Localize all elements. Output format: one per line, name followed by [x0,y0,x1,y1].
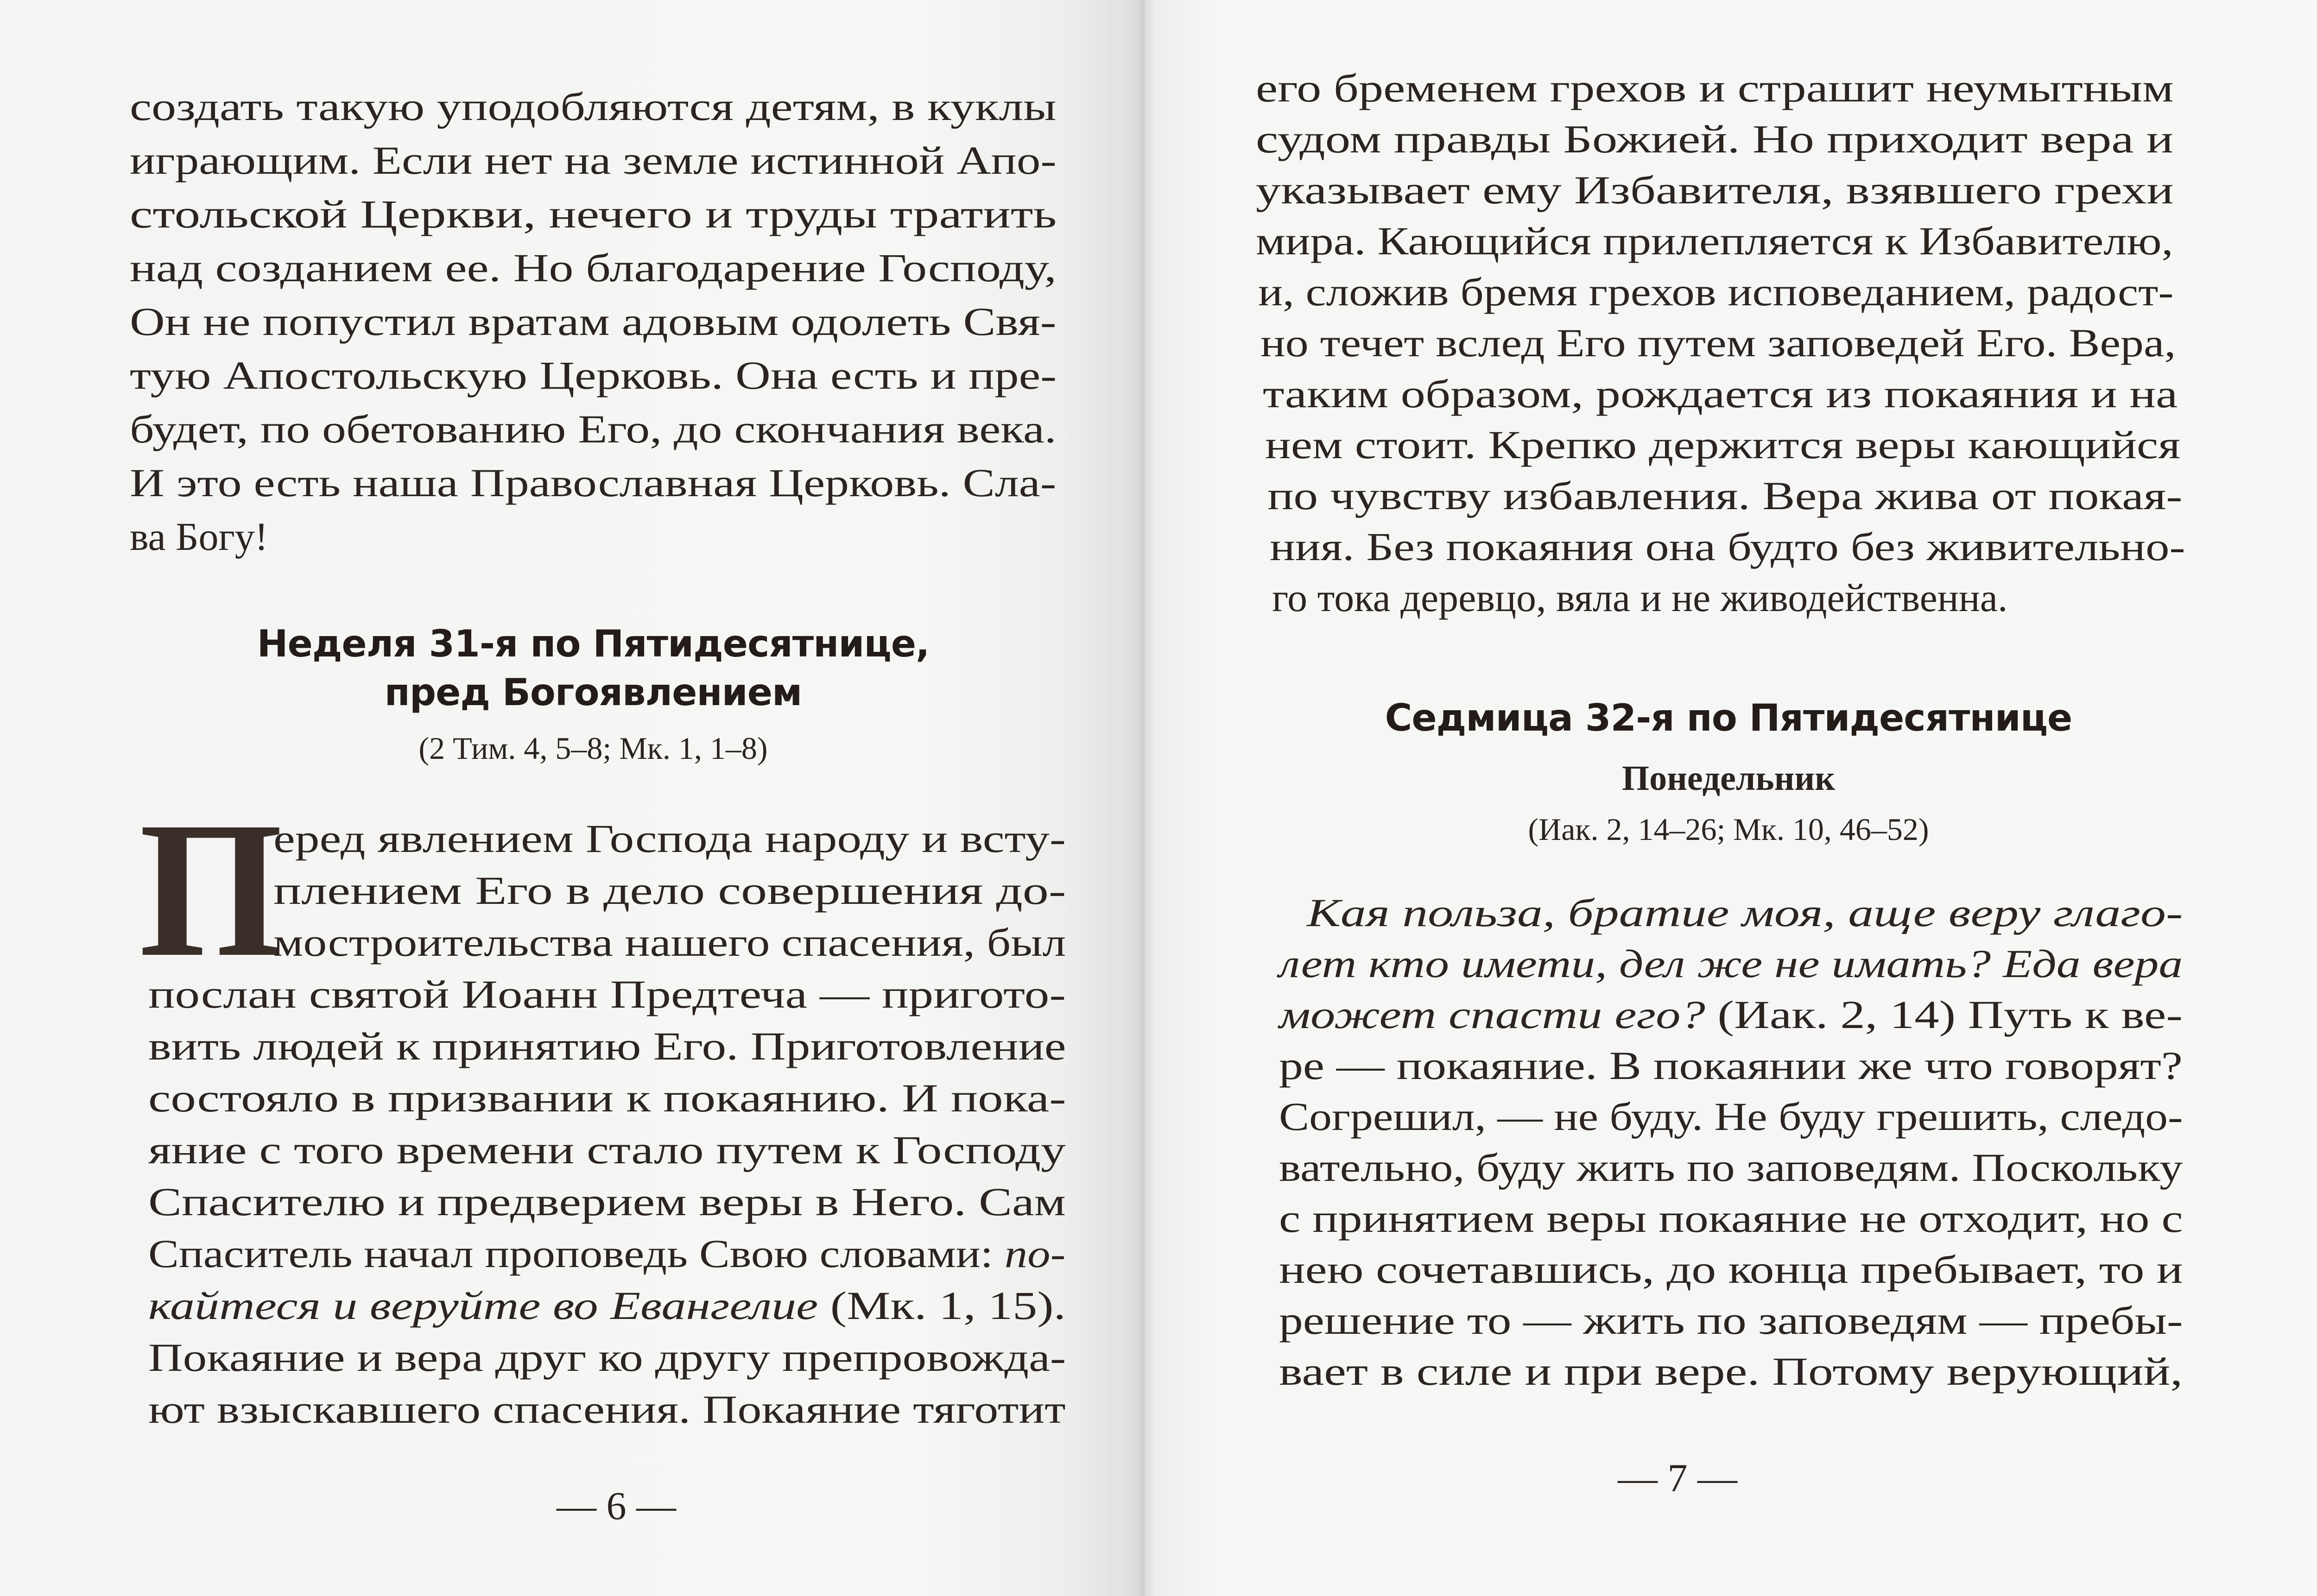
text-line: создать такую уподобляются детям, в куклы [130,84,1057,129]
text-line: вательно, буду жить по заповедям. Поскольку [1279,1145,2183,1190]
text-line: Он не попустил вратам адовым одолеть Свя- [130,299,1057,344]
section-heading: Седмица 32-я по Пятидесятнице [1385,696,2072,739]
text-line: мира. Кающийся прилепляется к Избавителю, [1256,219,2173,263]
page-number: — 7 — [1618,1456,1737,1500]
text-line: тую Апостольскую Церковь. Она есть и пре- [130,353,1057,397]
text-line [148,1282,1066,1329]
text-line: еред явлением Господа народу и всту- [273,816,1066,861]
text-line: указывает ему Избавителя, взявшего грехи [1256,168,2174,212]
text-plain: (Мк. 1, 15). [818,1283,1066,1328]
text-line: играющим. Если нет на земле истинной Апо- [130,138,1057,183]
text-line: нею сочетавшись, до конца пребывает, то и [1279,1247,2183,1292]
section-subheading: Понедельник [1621,759,1835,798]
left-page [0,0,1145,1596]
text-line: и, сложив бремя грехов исповеданием, радост- [1258,270,2174,314]
text-line: ния. Без покаяния она будто без живительно- [1270,524,2185,569]
text-line: мостроительства нашего спасения, был [273,920,1066,965]
text-line: судом правды Божией. Но приходит вера и [1256,117,2173,161]
text-line-italic: лет кто имети, дел же не имать? Еда вера [1279,941,2183,986]
text-line: Покаяние и вера друг ко другу препровожда- [148,1335,1066,1380]
text-line: но течет вслед Его путем заповедей Его. Вера, [1260,321,2176,365]
text-italic: по- [1004,1231,1066,1276]
text-line: его бременем грехов и страшит неумытным [1256,66,2174,110]
drop-cap: П [139,782,283,997]
reading-reference: (Иак. 2, 14–26; Мк. 10, 46–52) [1528,812,1929,847]
text-line: таким образом, рождается из покаяния и на [1263,372,2178,416]
text-line: с принятием веры покаяние не отходит, но с [1279,1196,2183,1241]
reading-reference: (2 Тим. 4, 5–8; Мк. 1, 1–8) [418,731,768,766]
text-line: будет, по обетованию Его, до скончания века. [130,407,1057,451]
text-line [148,1230,1065,1277]
text-line: Спасителю и предверием веры в Него. Сам [148,1180,1066,1224]
text-line: вить людей к принятию Его. Приготовление [148,1024,1066,1068]
text-line: нем стоит. Крепко держится веры кающийся [1265,423,2181,467]
section-heading: пред Богоявлением [384,671,802,714]
text-line: Согрешил, — не буду. Не буду грешить, следо- [1279,1094,2183,1139]
text-line: ва Богу! [130,514,268,559]
text-line: плением Его в дело совершения до- [273,868,1066,913]
text-line: И это есть наша Православная Церковь. Сла- [130,461,1057,505]
text-line: состояло в призвании к покаянию. И пока- [148,1076,1066,1120]
text-plain: (Иак. 2, 14) Путь к ве- [1705,992,2183,1037]
text-line: ют взыскавшего спасения. Покаяние тяготит [148,1387,1066,1432]
text-line: стольской Церкви, нечего и труды тратить [130,192,1057,236]
text-line: послан святой Иоанн Предтеча — пригото- [148,972,1066,1016]
text-line: го тока деревцо, вяла и не живодейственна. [1272,575,2008,620]
text-line: вает в силе и при вере. Потому верующий, [1279,1349,2183,1394]
text-line: ре — покаяние. В покаянии же что говорят? [1279,1043,2183,1088]
text-line: над созданием ее. Но благодарение Господу, [130,246,1057,290]
page-number: — 6 — [557,1483,676,1528]
text-line-italic: Кая польза, братие моя, аще веру глаго- [1307,890,2183,935]
text-italic: может спасти его? [1279,992,1705,1037]
text-line: яние с того времени стало путем к Господу [148,1128,1066,1172]
text-line: решение то — жить по заповедям — пребы- [1279,1298,2183,1343]
text-line [1279,991,2183,1038]
text-line: по чувству избавления. Вера жива от покая- [1267,473,2183,518]
text-italic: кайтеся и веруйте во Евангелие [148,1283,818,1328]
text-plain: Спаситель начал проповедь Свою словами: [148,1231,1005,1276]
book-gutter [1138,0,1156,1596]
right-page [1145,0,2317,1596]
section-heading: Неделя 31-я по Пятидесятнице, [257,622,930,665]
